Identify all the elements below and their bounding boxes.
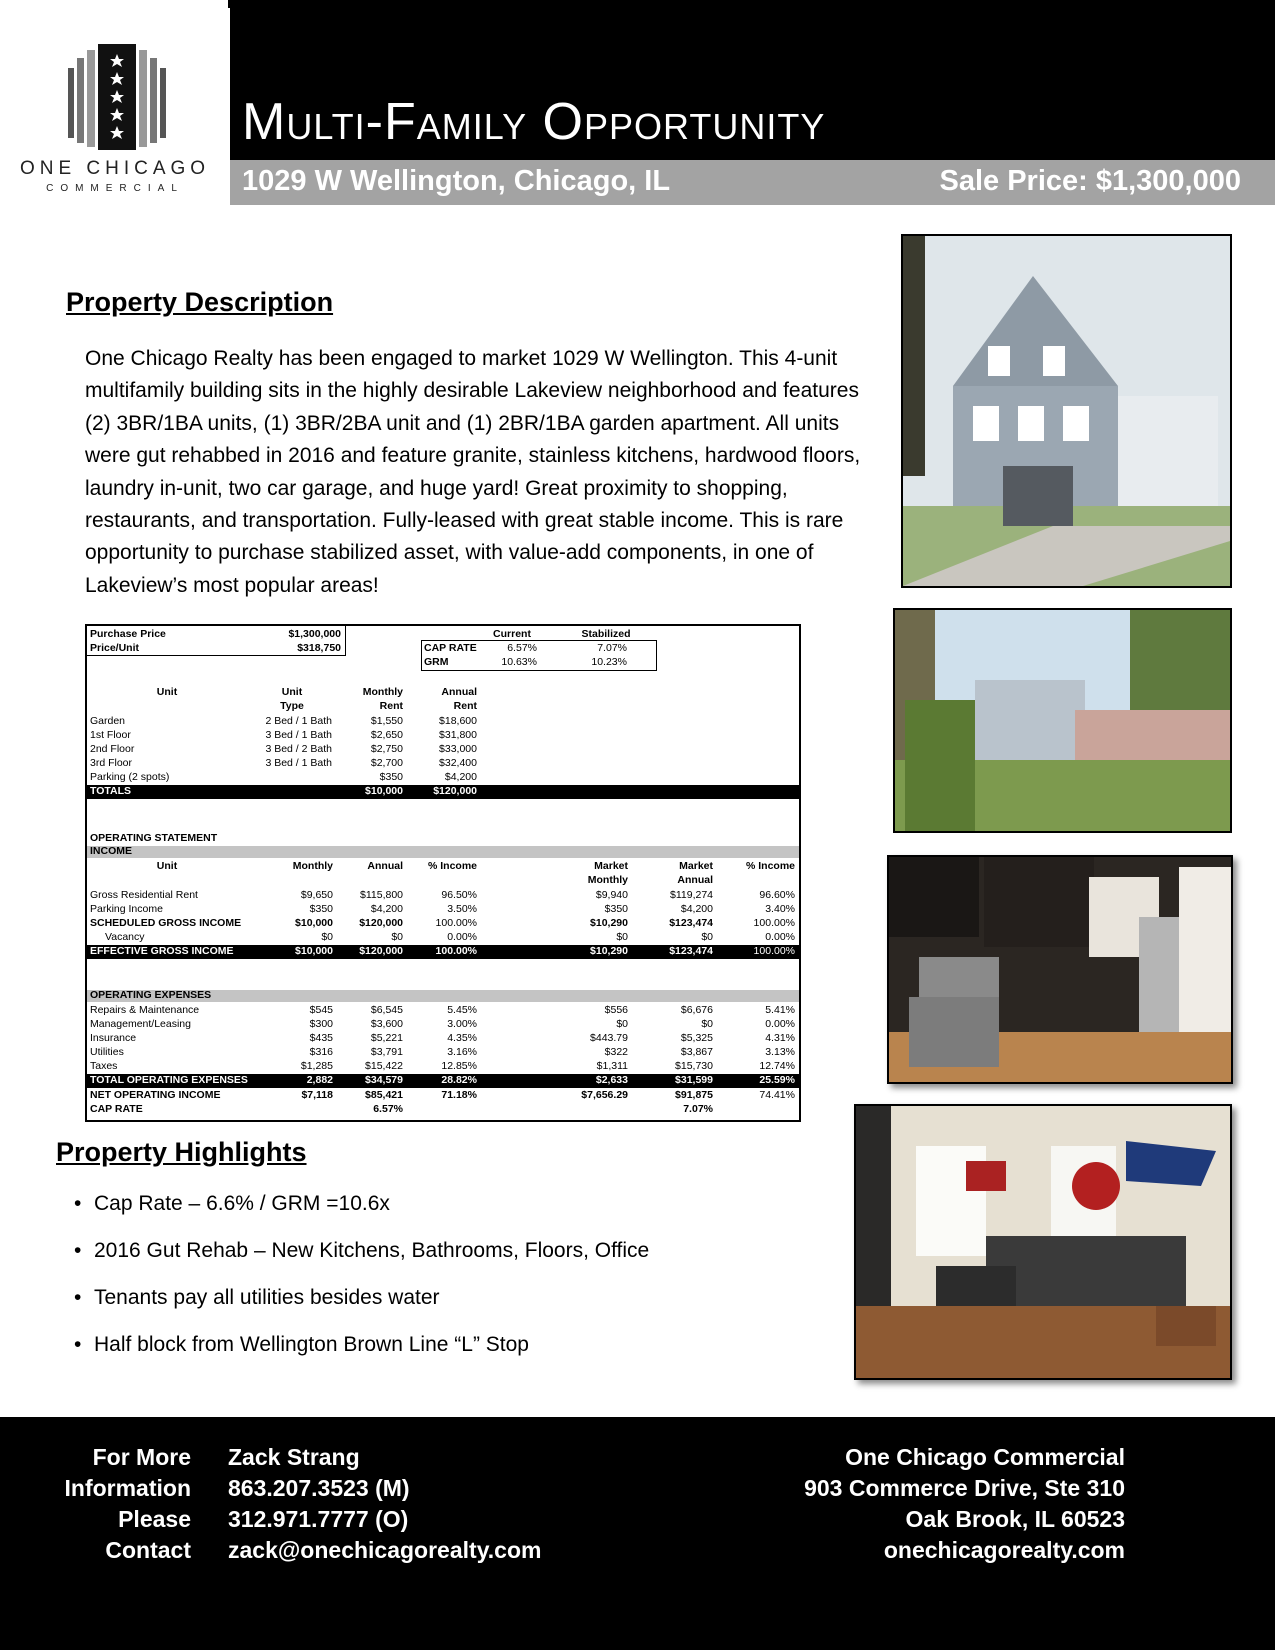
highlight-item: • Half block from Wellington Brown Line “L” Stop [74,1333,649,1380]
income-market-annual: $0 [701,931,713,943]
income-market-annual: $4,200 [680,903,713,915]
rent-annual: $18,600 [439,715,477,727]
expense-pct: 12.85% [441,1060,477,1072]
description-heading: Property Description [66,287,334,317]
expense-pct: 3.16% [447,1046,477,1058]
income-market-pct: 3.40% [765,903,795,915]
metrics-header-stabilized: Stabilized [581,628,631,640]
income-monthly: $350 [309,903,333,915]
expense-market-annual: $0 [701,1018,713,1030]
egi-label: EFFECTIVE GROSS INCOME [90,945,234,957]
price-unit-label: Price/Unit [90,642,140,654]
logo-subtitle: COMMERCIAL [46,183,184,194]
footer-label: Please [118,1506,191,1532]
cap-rate-current: 6.57% [373,1103,403,1115]
rent-annual: $32,400 [439,757,477,769]
income-market-monthly: $9,940 [595,889,628,901]
footer [0,1417,1275,1650]
income-market-annual: $123,474 [669,917,713,929]
expense-monthly: $545 [309,1004,333,1016]
chicago-star-logo-icon [68,40,166,150]
living-room-photo [854,1104,1232,1380]
expense-market-monthly: $322 [604,1046,628,1058]
expense-market-annual: $5,325 [680,1032,713,1044]
footer-company [804,1442,1125,1566]
expense-market-pct: 12.74% [759,1060,795,1072]
income-market-pct: 100.00% [753,917,795,929]
expense-market-annual: $15,730 [675,1060,713,1072]
metric-current: 10.63% [501,656,537,668]
rent-unit: Parking (2 spots) [90,771,170,783]
highlights-heading: Property Highlights [56,1137,307,1167]
income-pct: 96.50% [441,889,477,901]
purchase-price-label: Purchase Price [90,628,166,640]
op-header-monthly: Monthly [292,860,333,872]
rent-unit: Garden [90,715,126,727]
rent-totals-monthly: $10,000 [365,785,403,797]
income-monthly: $0 [321,931,333,943]
income-market-pct: 0.00% [765,931,795,943]
rent-monthly: $2,700 [370,757,403,769]
expense-market-monthly: $0 [616,1018,628,1030]
income-market-monthly: $350 [604,903,628,915]
expense-monthly: $300 [309,1018,333,1030]
income-market-monthly: $0 [616,931,628,943]
contact-mobile-link[interactable]: 863.207.3523 (M) [228,1475,410,1501]
income-annual: $0 [391,931,403,943]
noi-label: NET OPERATING INCOME [90,1089,221,1101]
expense-market-annual: $3,867 [680,1046,713,1058]
income-pct: 0.00% [447,931,477,943]
expense-annual: $6,545 [370,1004,403,1016]
op-header-pct: % Income [427,860,477,872]
expense-annual: $15,422 [365,1060,403,1072]
subtitle-bar [230,160,1275,205]
expenses-label: OPERATING EXPENSES [90,989,212,1001]
total-expenses-label: TOTAL OPERATING EXPENSES [90,1074,248,1086]
rent-type: 3 Bed / 1 Bath [265,757,332,769]
footer-labels [65,1442,192,1566]
rent-header-unit: Unit [156,686,178,698]
financial-table [85,624,801,1122]
rent-monthly: $2,650 [370,729,403,741]
op-header-market-pct: % Income [745,860,795,872]
expense-annual: $5,221 [370,1032,403,1044]
purchase-price-value: $1,300,000 [288,628,341,640]
rent-unit: 2nd Floor [90,743,135,755]
rent-monthly: $350 [379,771,403,783]
expense-label: Taxes [90,1060,118,1072]
expense-annual: $3,791 [370,1046,403,1058]
rent-type: 2 Bed / 1 Bath [265,715,332,727]
noi-annual: $85,421 [365,1089,403,1101]
cap-rate-market: 7.07% [683,1103,713,1115]
operating-statement-label: OPERATING STATEMENT [90,832,218,844]
expense-monthly: $316 [309,1046,333,1058]
total-expenses-annual: $34,579 [365,1074,403,1086]
egi-market-pct: 100.00% [753,945,795,957]
total-expenses-market-annual: $31,599 [675,1074,713,1086]
op-header-market-monthly: Monthly [587,874,628,886]
op-header-unit: Unit [156,860,178,872]
rent-monthly: $1,550 [370,715,403,727]
egi-annual: $120,000 [359,945,403,957]
metrics-header-current: Current [493,628,531,640]
expense-label: Management/Leasing [90,1018,191,1030]
metric-label: GRM [424,656,449,668]
income-label: SCHEDULED GROSS INCOME [90,917,242,929]
rent-annual: $4,200 [444,771,477,783]
noi-market-monthly: $7,656.29 [581,1089,628,1101]
income-label: Gross Residential Rent [90,889,198,901]
logo [0,0,230,205]
income-annual: $115,800 [359,889,403,901]
expense-market-pct: 5.41% [765,1004,795,1016]
metric-stabilized: 7.07% [597,642,627,654]
rent-unit: 1st Floor [90,729,131,741]
egi-monthly: $10,000 [295,945,333,957]
egi-market-monthly: $10,290 [590,945,628,957]
income-pct: 3.50% [447,903,477,915]
expense-pct: 3.00% [447,1018,477,1030]
expense-annual: $3,600 [370,1018,403,1030]
income-label: Vacancy [105,931,145,943]
expense-label: Utilities [90,1046,124,1058]
income-monthly: $9,650 [300,889,333,901]
company-website-link[interactable]: onechicagorealty.com [883,1537,1125,1563]
expense-market-monthly: $556 [604,1004,628,1016]
expense-label: Insurance [90,1032,137,1044]
income-annual: $120,000 [359,917,403,929]
rent-header-monthly: Monthly [362,686,403,698]
egi-market-annual: $123,474 [669,945,713,957]
logo-name: ONE CHICAGO [19,158,211,179]
company-address: 903 Commerce Drive, Ste 310 [804,1475,1125,1501]
expense-market-pct: 4.31% [765,1032,795,1044]
kitchen-photo [887,855,1233,1084]
company-city: Oak Brook, IL 60523 [905,1506,1125,1532]
page-title: Multi-Family Opportunity [242,93,826,151]
rent-type: 3 Bed / 2 Bath [265,743,332,755]
op-header-annual: Annual [367,860,403,872]
expense-market-annual: $6,676 [680,1004,713,1016]
egi-pct: 100.00% [435,945,477,957]
noi-pct: 71.18% [441,1089,477,1101]
footer-contact [228,1442,541,1566]
total-expenses-monthly: 2,882 [306,1074,333,1086]
rent-unit: 3rd Floor [90,757,133,769]
income-label: Parking Income [90,903,163,915]
sale-price: Sale Price: $1,300,000 [939,165,1241,197]
footer-label: Contact [105,1537,191,1563]
rent-header-rent: Rent [453,700,477,712]
income-annual: $4,200 [370,903,403,915]
op-header-market: Market [594,860,628,872]
rent-header-annual: Annual [441,686,477,698]
metric-stabilized: 10.23% [591,656,627,668]
expense-market-monthly: $1,311 [596,1060,628,1072]
footer-label: Information [64,1475,191,1501]
income-market-monthly: $10,290 [590,917,628,929]
exterior-photo [901,234,1232,588]
highlight-item: • 2016 Gut Rehab – New Kitchens, Bathrooms, Floors, Office [74,1239,649,1286]
metric-label: CAP RATE [424,642,477,654]
price-unit-value: $318,750 [297,642,341,654]
income-label: INCOME [90,845,132,857]
contact-office-link[interactable]: 312.971.7777 (O) [228,1506,409,1532]
rent-type: 3 Bed / 1 Bath [265,729,332,741]
contact-name: Zack Strang [228,1444,360,1470]
income-market-pct: 96.60% [759,889,795,901]
rent-totals-label: TOTALS [90,785,132,797]
op-header-market-annual: Annual [677,874,713,886]
noi-monthly: $7,118 [301,1089,333,1101]
expense-market-pct: 0.00% [765,1018,795,1030]
expense-label: Repairs & Maintenance [90,1004,200,1016]
noi-market-pct: 74.41% [759,1089,795,1101]
expense-market-pct: 3.13% [765,1046,795,1058]
income-market-annual: $119,274 [669,889,713,901]
rent-header-unit-type: Unit [281,686,303,698]
rent-monthly: $2,750 [370,743,403,755]
contact-email-link[interactable]: zack@onechicagorealty.com [228,1537,542,1563]
highlights-list [74,1192,649,1380]
total-expenses-pct: 28.82% [441,1074,477,1086]
rent-header-rent: Rent [379,700,403,712]
metric-current: 6.57% [507,642,537,654]
title-bar [230,0,1275,160]
total-expenses-market-pct: 25.59% [759,1074,795,1086]
highlight-item: • Cap Rate – 6.6% / GRM =10.6x [74,1192,649,1239]
rent-totals-annual: $120,000 [433,785,477,797]
expense-pct: 4.35% [447,1032,477,1044]
expense-pct: 5.45% [447,1004,477,1016]
rent-annual: $33,000 [439,743,477,755]
cap-rate-label: CAP RATE [90,1103,143,1115]
description-text: One Chicago Realty has been engaged to market 1029 W Wellington. This 4-unit multifamily building sits in the highly desirable Lakeview neighborhood and features (2) 3BR/1BA units, (1) 3BR/2BA unit and (1) 2BR/1BA garden apartment. All units were gut rehabbed in 2016 and feature granite, stainless kitchens, hardwood floors, laundry in-unit, two car garage, and huge yard! Great proximity to shopping, restaurants, and transportation. Fully-leased with great stable income. This is rare opportunity to purchase stabilized asset, with value-add components, in one of Lakeview’s most popular areas! [85,347,861,597]
expense-market-monthly: $443.79 [590,1032,628,1044]
income-pct: 100.00% [435,917,477,929]
property-address: 1029 W Wellington, Chicago, IL [242,165,671,197]
expense-monthly: $435 [309,1032,333,1044]
op-header-market: Market [679,860,713,872]
expense-monthly: $1,285 [300,1060,333,1072]
rent-header-type: Type [280,700,304,712]
company-name: One Chicago Commercial [845,1444,1125,1470]
total-expenses-market-monthly: $2,633 [595,1074,628,1086]
income-monthly: $10,000 [295,917,333,929]
backyard-photo [893,608,1232,833]
noi-market-annual: $91,875 [675,1089,713,1101]
rent-annual: $31,800 [439,729,477,741]
highlight-item: • Tenants pay all utilities besides water [74,1286,649,1333]
footer-label: For More [92,1444,191,1470]
